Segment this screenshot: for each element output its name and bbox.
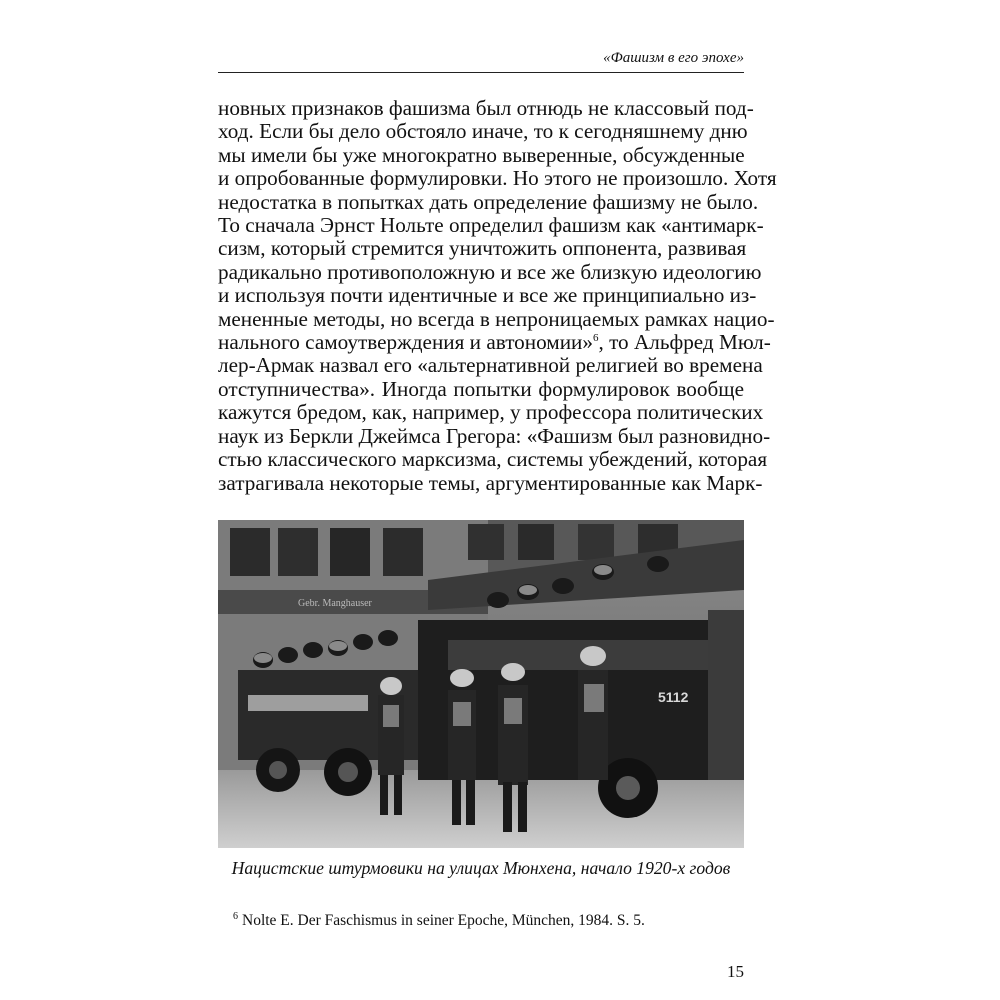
body-text [218,96,777,495]
text-line: сизм, который стремится уничтожить оппонента, развивая [218,236,747,261]
text-line-with-footnote [218,330,771,355]
running-header [218,42,744,73]
photo-caption: Нацистские штурмовики на улицах Мюнхена, начало 1920-х годов [231,858,731,878]
footnote-reference[interactable]: 6 [592,332,599,344]
footnote [233,911,645,930]
text-line: радикально противоположную и все же близкую идеологию [218,259,762,284]
text-line: недостатка в попытках дать определение фашизму не было. [218,189,759,214]
page-number: 15 [727,962,744,981]
text-line: То сначала Эрнст Нольте определил фашизм как «антимарк- [218,213,764,238]
running-title: «Фашизм в его эпохе» [603,50,744,66]
text-line: мененные методы, но всегда в непроницаемых рамках нацио- [218,306,775,331]
footnote-text: Nolte E. Der Faschismus in seiner Epoche, München, 1984. S. 5. [242,912,645,930]
truck-plate-text: 5112 [658,689,689,705]
footnote-marker: 6 [233,911,238,922]
shop-sign-text: Gebr. Manghauser [298,598,372,609]
text-line: новных признаков фашизма был отнюдь не классовый под- [218,96,754,120]
text-line: кажутся бредом, как, например, у профессора политических [218,400,764,425]
text-line: наук из Беркли Джеймса Грегора: «Фашизм был разновидно- [218,423,771,448]
text-line: отступничества». Иногда попытки формулировок вообще [218,376,744,401]
text-line: мы имели бы уже многократно выверенные, обсужденные [218,142,745,167]
text-line: лер-Армак назвал его «альтернативной религией во времена [218,353,763,378]
text-fragment: , то Альфред Мюл- [598,330,771,355]
historical-photo [218,520,744,848]
text-line: и используя почти идентичные и все же принципиально из- [218,283,757,308]
text-line: стью классического марксизма, системы убеждений, которая [218,447,768,472]
text-line: ход. Если бы дело обстояло иначе, то к сегодняшнему дню [218,119,748,144]
text-fragment: нального самоутверждения и автономии» [218,330,593,355]
text-line: и опробованные формулировки. Но этого не произошло. Хотя [218,166,777,191]
photo-illustration [218,520,744,848]
text-line: затрагивала некоторые темы, аргументированные как Марк- [218,470,763,495]
